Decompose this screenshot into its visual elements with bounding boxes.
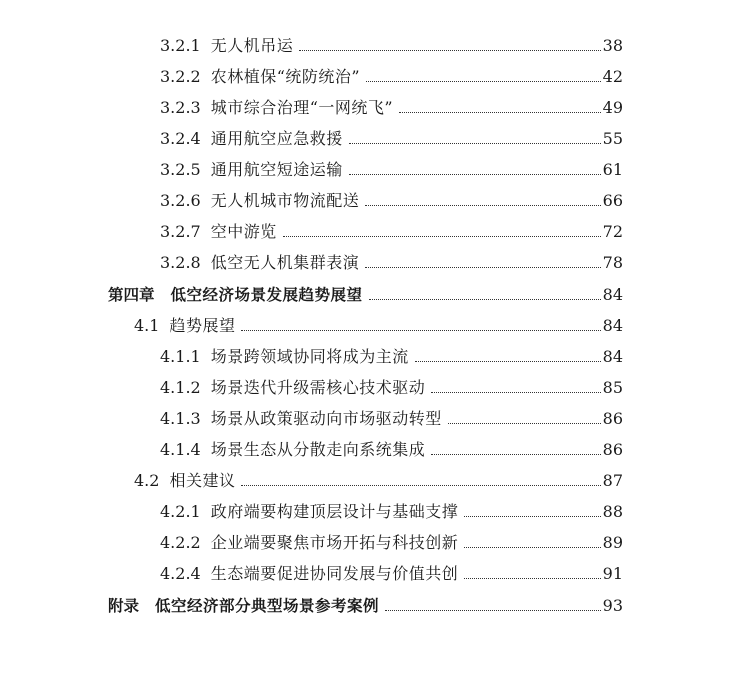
toc-entry-title: 企业端要聚焦市场开拓与科技创新 — [210, 533, 459, 552]
toc-entry-title: 场景生态从分散走向系统集成 — [210, 440, 426, 459]
toc-entry-number: 3.2.5 — [160, 160, 201, 179]
toc-entry-3-2-2[interactable] — [160, 63, 623, 87]
toc-entry-number: 3.2.8 — [160, 253, 201, 272]
toc-entry-title: 政府端要构建顶层设计与基础支撑 — [210, 502, 459, 521]
toc-entry-number: 3.2.3 — [160, 98, 201, 117]
toc-entry-page-number: 61 — [602, 160, 623, 179]
toc-entry-page-number: 49 — [602, 98, 623, 117]
toc-dot-leader — [366, 80, 601, 82]
toc-dot-leader — [349, 173, 601, 175]
toc-entry-4-1-1[interactable] — [160, 343, 623, 367]
toc-entry-page-number: 55 — [602, 129, 623, 148]
toc-dot-leader — [241, 329, 600, 331]
toc-dot-leader — [385, 609, 601, 611]
toc-dot-leader — [369, 298, 601, 300]
toc-chapter-number: 第四章 — [108, 286, 155, 304]
toc-entry-page-number: 89 — [602, 533, 623, 552]
toc-entry-3-2-1[interactable] — [160, 32, 623, 56]
toc-section-4-2[interactable] — [134, 467, 623, 491]
toc-dot-leader — [431, 453, 600, 455]
toc-dot-leader — [241, 484, 600, 486]
toc-section-4-1[interactable] — [134, 312, 623, 336]
toc-entry-page-number: 84 — [602, 316, 623, 335]
toc-entry-number: 4.1 — [134, 316, 160, 335]
toc-entry-number: 4.1.1 — [160, 347, 201, 366]
toc-dot-leader — [365, 266, 600, 268]
toc-entry-number: 3.2.2 — [160, 67, 201, 86]
toc-appendix-title: 低空经济部分典型场景参考案例 — [155, 597, 380, 615]
toc-entry-4-1-3[interactable] — [160, 405, 623, 429]
toc-entry-number: 3.2.7 — [160, 222, 201, 241]
toc-entry-title: 生态端要促进协同发展与价值共创 — [210, 564, 459, 583]
toc-entry-4-2-2[interactable] — [160, 529, 623, 553]
toc-entry-page-number: 85 — [602, 378, 623, 397]
toc-entry-page-number: 84 — [602, 285, 623, 304]
toc-entry-page-number: 72 — [602, 222, 623, 241]
toc-entry-number: 4.2.4 — [160, 564, 201, 583]
toc-entry-title: 场景从政策驱动向市场驱动转型 — [210, 409, 442, 428]
toc-dot-leader — [448, 422, 601, 424]
toc-entry-number: 4.1.2 — [160, 378, 201, 397]
toc-entry-page-number: 78 — [602, 253, 623, 272]
toc-entry-title: 场景跨领域协同将成为主流 — [210, 347, 409, 366]
toc-entry-title: 无人机吊运 — [210, 36, 294, 55]
toc-entry-number: 4.1.4 — [160, 440, 201, 459]
toc-entry-number: 4.1.3 — [160, 409, 201, 428]
toc-entry-number: 4.2.2 — [160, 533, 201, 552]
toc-entry-4-2-4[interactable] — [160, 560, 623, 584]
toc-entry-page-number: 84 — [602, 347, 623, 366]
toc-entry-title: 无人机城市物流配送 — [210, 191, 360, 210]
toc-entry-number: 3.2.4 — [160, 129, 201, 148]
toc-entry-page-number: 86 — [602, 409, 623, 428]
toc-dot-leader — [399, 111, 601, 113]
toc-dot-leader — [431, 391, 600, 393]
toc-entry-3-2-7[interactable] — [160, 218, 623, 242]
toc-dot-leader — [365, 204, 600, 206]
toc-entry-title: 农林植保“统防统治” — [210, 67, 361, 86]
toc-entry-4-1-2[interactable] — [160, 374, 623, 398]
toc-appendix[interactable] — [108, 592, 623, 616]
toc-entry-3-2-4[interactable] — [160, 125, 623, 149]
toc-entry-page-number: 91 — [602, 564, 623, 583]
toc-entry-number: 4.2 — [134, 471, 160, 490]
toc-entry-page-number: 93 — [602, 596, 623, 615]
toc-entry-number: 4.2.1 — [160, 502, 201, 521]
toc-entry-title: 低空无人机集群表演 — [210, 253, 360, 272]
toc-entry-number: 3.2.1 — [160, 36, 201, 55]
toc-dot-leader — [464, 515, 600, 517]
toc-entry-4-1-4[interactable] — [160, 436, 623, 460]
toc-entry-3-2-8[interactable] — [160, 249, 623, 273]
toc-entry-3-2-5[interactable] — [160, 156, 623, 180]
toc-appendix-label: 附录 — [108, 597, 140, 615]
toc-chapter-title: 低空经济场景发展趋势展望 — [170, 286, 363, 304]
toc-entry-page-number: 86 — [602, 440, 623, 459]
toc-entry-title: 空中游览 — [210, 222, 277, 241]
toc-entry-title: 城市综合治理“一网统飞” — [210, 98, 394, 117]
toc-dot-leader — [299, 49, 600, 51]
toc-dot-leader — [349, 142, 601, 144]
toc-entry-number: 3.2.6 — [160, 191, 201, 210]
toc-dot-leader — [464, 546, 600, 548]
toc-entry-title: 相关建议 — [169, 471, 236, 490]
toc-dot-leader — [464, 577, 600, 579]
toc-dot-leader — [415, 360, 601, 362]
toc-entry-title: 通用航空应急救援 — [210, 129, 343, 148]
toc-entry-4-2-1[interactable] — [160, 498, 623, 522]
toc-entry-3-2-6[interactable] — [160, 187, 623, 211]
toc-entry-page-number: 42 — [602, 67, 623, 86]
toc-entry-page-number: 88 — [602, 502, 623, 521]
toc-entry-page-number: 87 — [602, 471, 623, 490]
toc-entry-page-number: 66 — [602, 191, 623, 210]
toc-entry-page-number: 38 — [602, 36, 623, 55]
toc-entry-3-2-3[interactable] — [160, 94, 623, 118]
toc-chapter-4[interactable] — [108, 281, 623, 305]
toc-entry-title: 趋势展望 — [169, 316, 236, 335]
toc-entry-title: 场景迭代升级需核心技术驱动 — [210, 378, 426, 397]
toc-dot-leader — [283, 235, 601, 237]
toc-entry-title: 通用航空短途运输 — [210, 160, 343, 179]
